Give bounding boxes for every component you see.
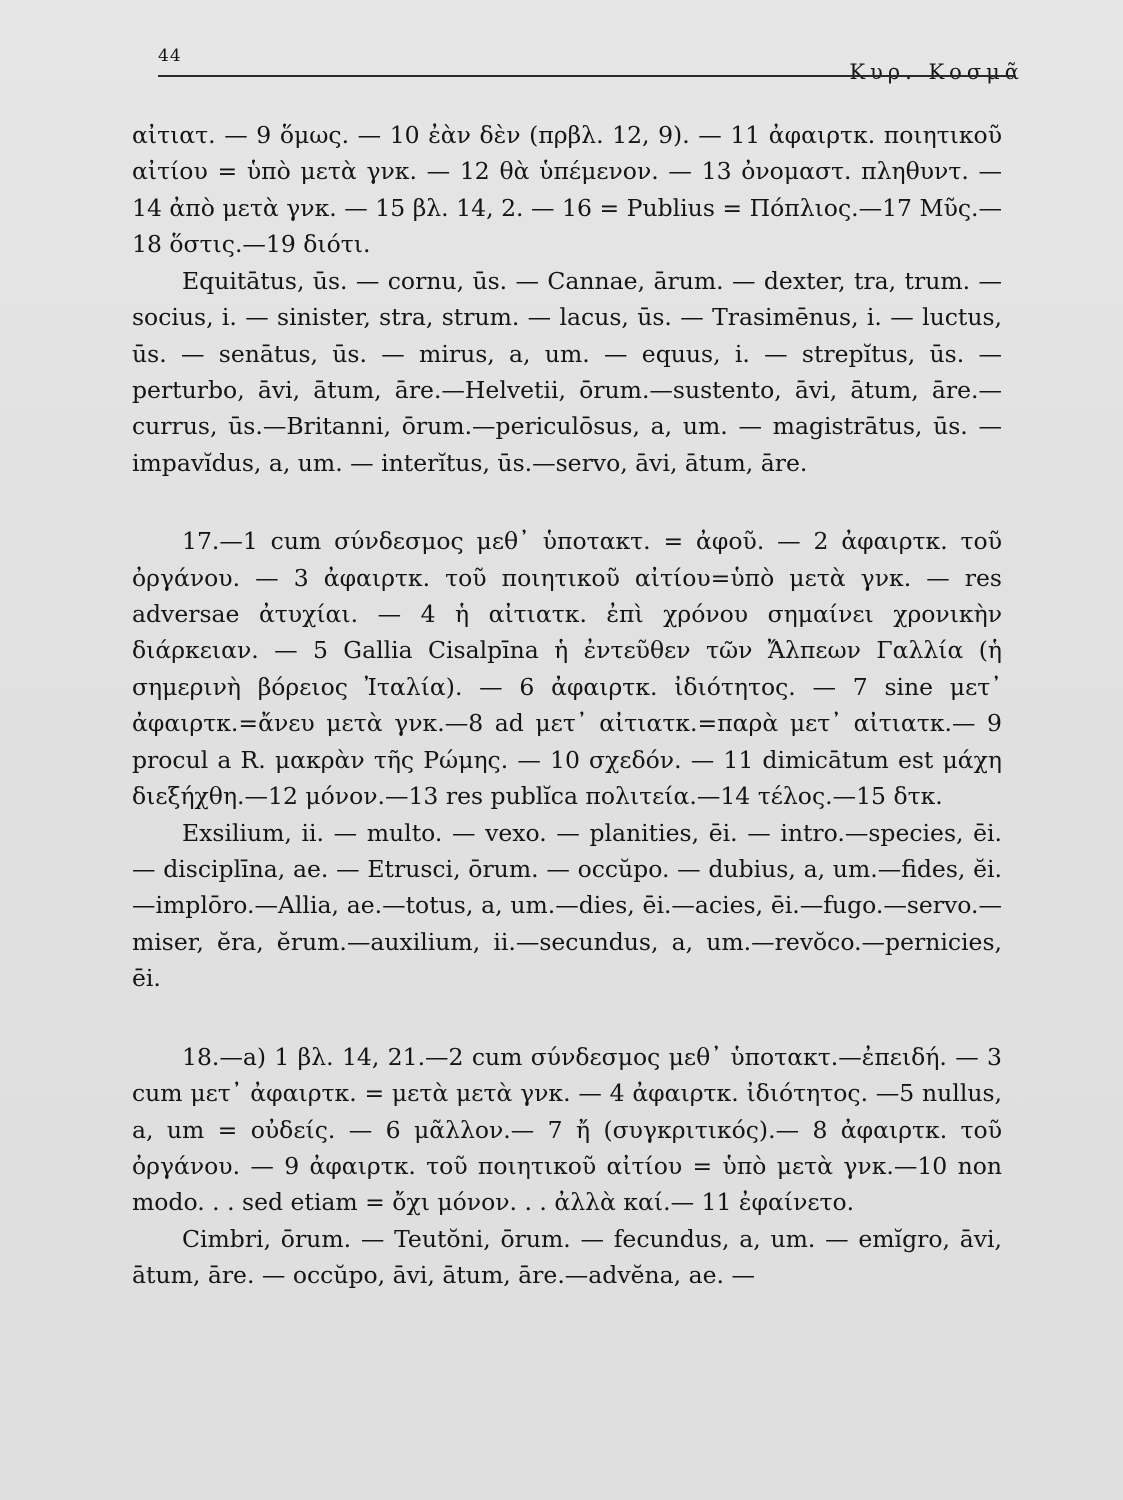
paragraph-notes-17: 17.—1 cum σύνδεσμος μεθ᾽ ὑποτακτ. = ἀφοῦ. — 2 ἀφαιρτκ. τοῦ ὀργάνου. — 3 ἀφαιρτκ. τοῦ ποιητικοῦ αἰτίου=ὑπὸ μετὰ γνκ. — res adversae ἀτυχίαι. — 4 ἡ αἰτιατκ. ἐπὶ χρόνου σημαίνει χρονικὴν διάρκειαν. — 5 Gallia Cisalpīna ἡ ἐντεῦθεν τῶν Ἄλπεων Γαλλία (ἡ σημερινὴ βόρειος Ἰταλία). — 6 ἀφαιρτκ. ἰδιότητος. — 7 sine μετ᾽ ἀφαιρτκ.=ἄνευ μετὰ γνκ.—8 ad μετ᾽ αἰτιατκ.=παρὰ μετ᾽ αἰτιατκ.— 9 procul a R. μακρὰν τῆς Ρώμης. — 10 σχεδόν. — 11 dimicātum est μάχη διεξήχθη.—12 μόνον.—13 res publĭca πολιτεία.—14 τέλος.—15 δτκ. (132, 527, 1002, 811)
page-body (132, 117, 1002, 1294)
paragraph-notes-18: 18.—a) 1 βλ. 14, 21.—2 cum σύνδεσμος μεθ᾽ ὑποτακτ.—ἐπειδή. — 3 cum μετ᾽ ἀφαιρτκ. = μετὰ μετὰ γνκ. — 4 ἀφαιρτκ. ἰδιότητος. —5 nullus, a, um = οὐδείς. — 6 μᾶλλον.— 7 ἤ (συγκριτικός).— 8 ἀφαιρτκ. τοῦ ὀργάνου. — 9 ἀφαιρτκ. τοῦ ποιητικοῦ αἰτίου = ὑπὸ μετὰ γνκ.—10 non modo. . . sed etiam = ὄχι μόνον. . . ἀλλὰ καί.— 11 ἐφαίνετο. (132, 1042, 1002, 1217)
paragraph-vocabulary-17: Exsilium, ii. — multo. — vexo. — planities, ēi. — intro.—species, ēi. — disciplīna, ae. — Etrusci, ōrum. — occŭpo. — dubius, a, um.—fides, ĕi.—implōro.—Allia, ae.—totus, a, um.—dies, ēi.—acies, ēi.—fugo.—servo.—miser, ĕra, ĕrum.—auxilium, ii.—secundus, a, um.—revŏco.—pernicies, ēi. (132, 818, 1002, 993)
header-rule (158, 75, 1013, 77)
page-header (132, 40, 1032, 100)
page-number: 44 (158, 46, 182, 66)
paragraph-vocabulary-16: Equitātus, ūs. — cornu, ūs. — Cannae, ārum. — dexter, tra, trum. — socius, i. — sinister, stra, strum. — lacus, ūs. — Trasimēnus, i. — luctus, ūs. — senātus, ūs. — mirus, a, um. — equus, i. — strepĭtus, ūs. — perturbo, āvi, ātum, āre.—Helvetii, ōrum.—sustento, āvi, ātum, āre.—currus, ūs.—Britanni, ōrum.—periculōsus, a, um. — magistrātus, ūs. — impavĭdus, a, um. — interĭtus, ūs.—servo, āvi, ātum, āre. (132, 266, 1002, 477)
paragraph-notes-16: αἰτιατ. — 9 ὅμως. — 10 ἐὰν δὲν (πρβλ. 12, 9). — 11 ἀφαιρτκ. ποιητικοῦ αἰτίου = ὑπὸ μετὰ γνκ. — 12 θὰ ὑπέμενον. — 13 ὀνομαστ. πληθυντ. — 14 ἀπὸ μετὰ γνκ. — 15 βλ. 14, 2. — 16 = Publius = Πόπλιος.—17 Μῦς.—18 ὅστις.—19 διότι. (132, 121, 1002, 259)
running-title: Κυρ. Κοσμᾶ (849, 60, 1024, 84)
paragraph-vocabulary-18: Cimbri, ōrum. — Teutŏni, ōrum. — fecundus, a, um. — emĭgro, āvi, ātum, āre. — occŭpo, āvi, ātum, āre.—advĕna, ae. — (132, 1224, 1002, 1290)
